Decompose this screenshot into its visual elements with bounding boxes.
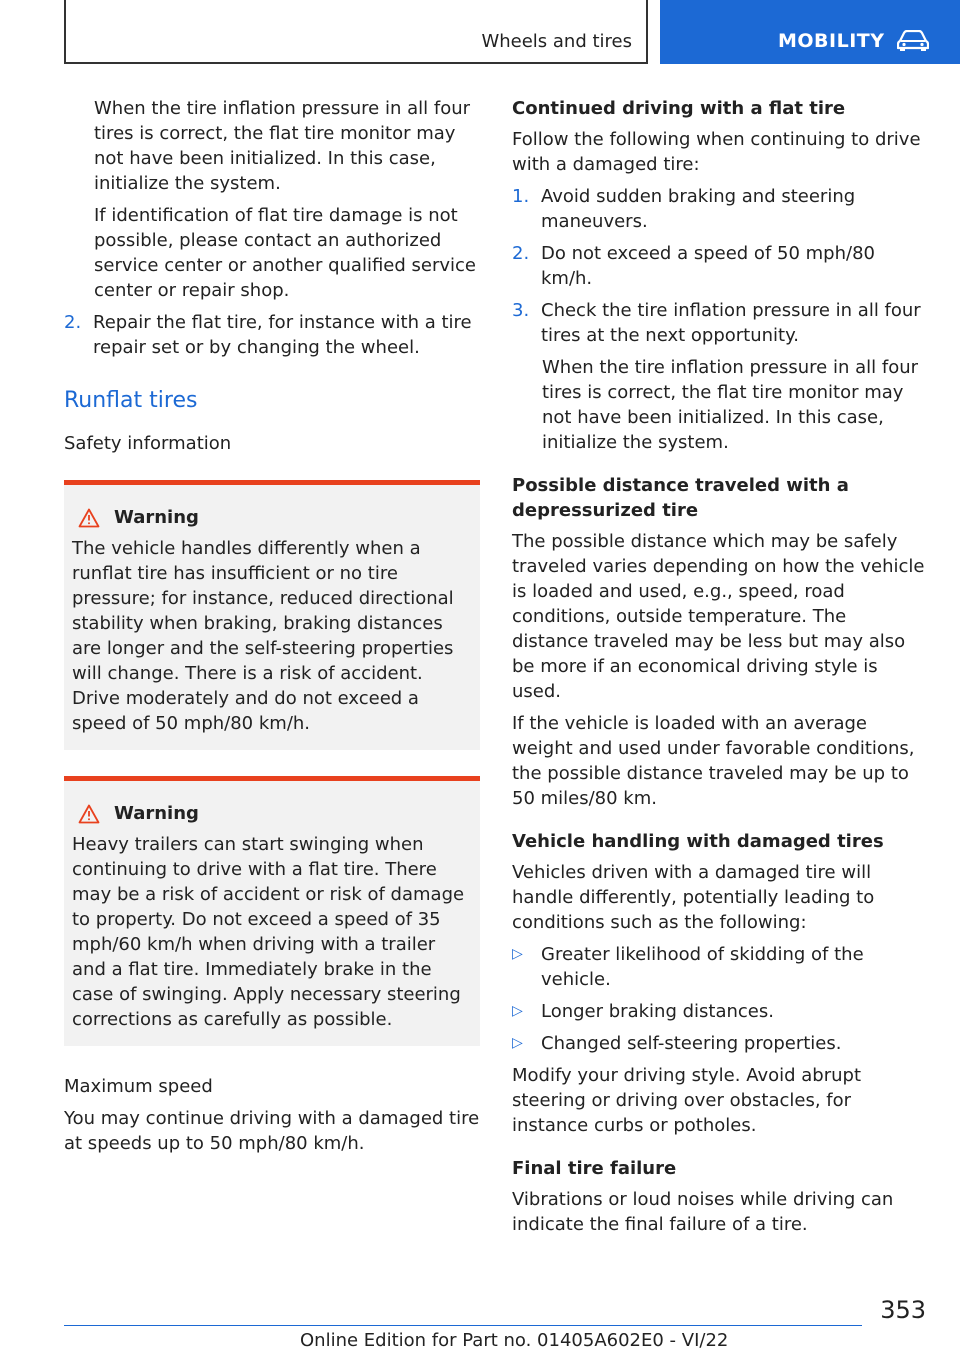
list-item-text: Do not exceed a speed of 50 mph/80 km/h. — [541, 243, 875, 289]
paragraph: When the tire inflation pressure in all four tires is correct, the flat tire monitor may not have been initialized. In this case, initialize the system. — [542, 357, 919, 453]
car-icon — [897, 30, 929, 52]
list-item — [512, 942, 928, 992]
list-item — [512, 1031, 928, 1056]
subheading: Final tire failure — [512, 1158, 677, 1179]
list-number: 3. — [512, 300, 530, 321]
list-item — [512, 241, 928, 291]
list-item — [512, 999, 928, 1024]
subheading: Safety information — [64, 433, 232, 454]
list-item-text: Changed self-steering properties. — [541, 1033, 842, 1054]
list-item-text: Repair the flat tire, for instance with a tire repair set or by changing the wheel. — [93, 312, 472, 358]
left-column — [64, 96, 480, 1163]
list-number: 2. — [512, 243, 530, 264]
subheading: Vehicle handling with damaged tires — [512, 831, 884, 852]
triangle-bullet-icon: ▷ — [512, 946, 523, 962]
warning-header — [78, 505, 472, 530]
paragraph: When the tire inflation pressure in all four tires is correct, the flat tire monitor may not have been initialized. In this case, initialize the system. — [94, 98, 471, 194]
warning-title: Warning — [114, 507, 199, 528]
list-number: 1. — [512, 186, 530, 207]
list-item — [64, 310, 480, 360]
warning-text: Heavy trailers can start swinging when continuing to drive with a flat tire. There may be a risk of accident or risk of damage to property. Do not exceed a speed of 35 mph/60 km/h when driving with a trailer and a flat tire. Immediately brake in the case of swinging. Apply necessary steering corrections as carefully as possible. — [72, 834, 465, 1030]
section-title: Runflat tires — [64, 388, 198, 413]
subheading: Possible distance traveled with a depressurized tire — [512, 475, 849, 521]
warning-box — [64, 776, 480, 1046]
list-item-text: Check the tire inflation pressure in all four tires at the next opportunity. — [541, 300, 921, 346]
list-item — [512, 298, 928, 348]
paragraph: If the vehicle is loaded with an average weight and used under favorable conditions, the possible distance traveled may be up to 50 miles/80 km. — [512, 713, 915, 809]
page-number: 353 — [880, 1296, 926, 1324]
footer-edition-text: Online Edition for Part no. 01405A602E0 - VI/22 — [300, 1330, 729, 1351]
list-item-text: Longer braking distances. — [541, 1001, 774, 1022]
paragraph: The possible distance which may be safely traveled varies depending on how the vehicle is loaded and used, e.g., speed, road conditions, outside temperature. The distance traveled may be less but may also be more if an economical driving style is used. — [512, 531, 925, 702]
triangle-bullet-icon: ▷ — [512, 1035, 523, 1051]
header-chapter-label: MOBILITY — [778, 30, 885, 52]
header-section-title: Wheels and tires — [481, 31, 632, 52]
footer-divider — [64, 1325, 862, 1326]
warning-text: The vehicle handles differently when a runflat tire has insufficient or no tire pressure; for instance, reduced directional stability when braking, braking distances are longer and the self-steering properties will change. There is a risk of accident. Drive moderately and do not exceed a speed of 50 mph/80 km/h. — [72, 538, 454, 734]
warning-box — [64, 480, 480, 750]
list-item — [512, 184, 928, 234]
warning-triangle-icon — [78, 508, 100, 528]
subheading: Continued driving with a flat tire — [512, 98, 846, 119]
list-number: 2. — [64, 312, 82, 333]
header-chapter-tab — [660, 0, 960, 64]
paragraph: Vibrations or loud noises while driving can indicate the final failure of a tire. — [512, 1189, 894, 1235]
paragraph: If identification of flat tire damage is not possible, please contact an authorized service center or another qualified service center or repair shop. — [94, 205, 476, 301]
triangle-bullet-icon: ▷ — [512, 1003, 523, 1019]
warning-triangle-icon — [78, 804, 100, 824]
paragraph: Vehicles driven with a damaged tire will handle differently, potentially leading to conditions such as the following: — [512, 862, 875, 933]
list-item-text: Greater likelihood of skidding of the vehicle. — [541, 944, 864, 990]
warning-header — [78, 801, 472, 826]
header-section-box — [64, 0, 648, 64]
warning-title: Warning — [114, 803, 199, 824]
right-column — [512, 96, 928, 1244]
subheading: Maximum speed — [64, 1076, 213, 1097]
paragraph: Follow the following when continuing to drive with a damaged tire: — [512, 129, 921, 175]
paragraph: Modify your driving style. Avoid abrupt steering or driving over obstacles, for instance curbs or potholes. — [512, 1065, 862, 1136]
paragraph: You may continue driving with a damaged tire at speeds up to 50 mph/80 km/h. — [64, 1108, 480, 1154]
list-item-text: Avoid sudden braking and steering maneuvers. — [541, 186, 856, 232]
